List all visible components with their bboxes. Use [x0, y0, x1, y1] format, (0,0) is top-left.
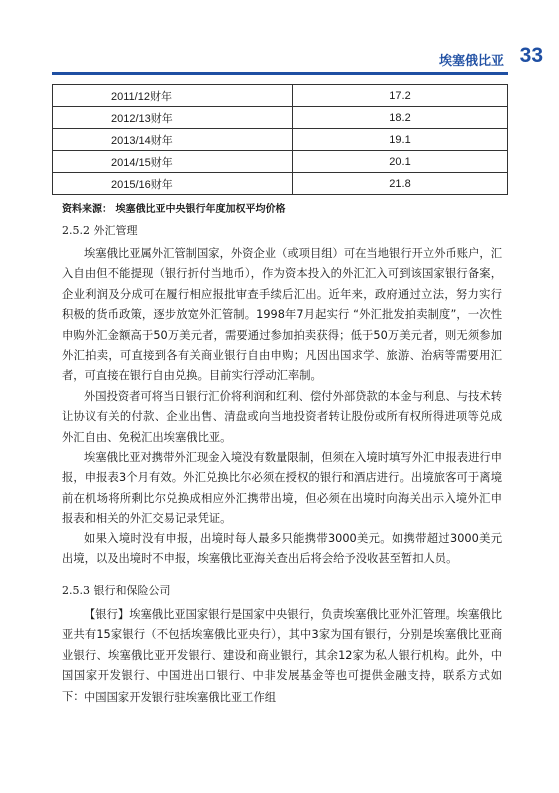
- forex-paragraph-1: 埃塞俄比亚属外汇管制国家，外资企业（或项目组）可在当地银行开立外币账户，汇入自由但不能提现（银行折付当地币），作为资本投入的外汇汇入可到该国家银行备案，企业利润及分成可在履行相应报批审查手续后汇出。近年来，政府通过立法，努力实行积极的货币政策，逐步放宽外汇管制。1998年7月起实行 “外汇批发拍卖制度”，一次性申购外汇金额高于50万美元者，需要通过参加拍卖获得；低于50万美元者，则无须参加外汇拍卖，可直接到各有关商业银行自由申购；凡因出国求学、旅游、治病等需要用汇者，可直接在银行自由兑换。目前实行浮动汇率制。: [62, 247, 502, 383]
- exchange-rate-table-grid: [52, 84, 508, 195]
- table-cell-value: 18.2: [293, 107, 508, 129]
- table-cell-year: 2012/13财年: [53, 107, 293, 129]
- table-cell-value: 20.1: [293, 151, 508, 173]
- table-cell-year: 2013/14财年: [53, 129, 293, 151]
- header-title: 埃塞俄比亚: [438, 54, 504, 69]
- table-cell-year: 2014/15财年: [53, 151, 293, 173]
- table-row: [53, 173, 508, 195]
- banking-paragraph-2: 中国国家开发银行驻埃塞俄比亚工作组: [84, 691, 277, 704]
- section-heading-banking: 2.5.3 银行和保险公司: [62, 584, 171, 597]
- page-number: 33: [519, 44, 543, 67]
- table-cell-value: 19.1: [293, 129, 508, 151]
- section-heading-forex: 2.5.2 外汇管理: [62, 224, 138, 237]
- banking-paragraph-1: 【银行】埃塞俄比亚国家银行是国家中央银行，负责埃塞俄比亚外汇管理。埃塞俄比亚共有15家银行（不包括埃塞俄比亚央行），其中3家为国有银行，分别是埃塞俄比亚商业银行、埃塞俄比亚开发银行、建设和商业银行，其余12家为私人银行机构。此外，中国国家开发银行、中国进出口银行、中非发展基金等也可提供金融支持，联系方式如下：: [62, 608, 502, 703]
- table-cell-value: 17.2: [293, 85, 508, 107]
- forex-paragraph-4: 如果入境时没有申报，出境时每人最多只能携带3000美元。如携带超过3000美元出境，以及出境时不申报，埃塞俄比亚海关查出后将会给予没收甚至暂扣人员。: [62, 532, 502, 566]
- table-cell-year: 2011/12财年: [53, 85, 293, 107]
- table-cell-year: 2015/16财年: [53, 173, 293, 195]
- page-header: [0, 40, 559, 80]
- table-row: [53, 85, 508, 107]
- forex-paragraph-2: 外国投资者可将当日银行汇价将利润和红利、偿付外部贷款的本金与利息、与技术转让协议有关的付款、企业出售、清盘或向当地投资者转让股份或所有权所得进项等兑成外汇自由、免税汇出埃塞俄比亚。: [62, 390, 502, 444]
- exchange-rate-table: [52, 84, 508, 195]
- forex-paragraph-3: 埃塞俄比亚对携带外汇现金入境没有数量限制，但须在入境时填写外汇申报表进行申报，申报表3个月有效。外汇兑换比尔必须在授权的银行和酒店进行。出境旅客可于离境前在机场将所剩比尔兑换成相应外汇携带出境，但必须在出境时向海关出示入境外汇申报表和相关的外汇交易记录凭证。: [62, 451, 502, 526]
- table-row: [53, 151, 508, 173]
- table-row: [53, 107, 508, 129]
- table-row: [53, 129, 508, 151]
- table-source-note: 资料来源： 埃塞俄比亚中央银行年度加权平均价格: [62, 204, 286, 215]
- table-cell-value: 21.8: [293, 173, 508, 195]
- header-rule: [52, 72, 508, 75]
